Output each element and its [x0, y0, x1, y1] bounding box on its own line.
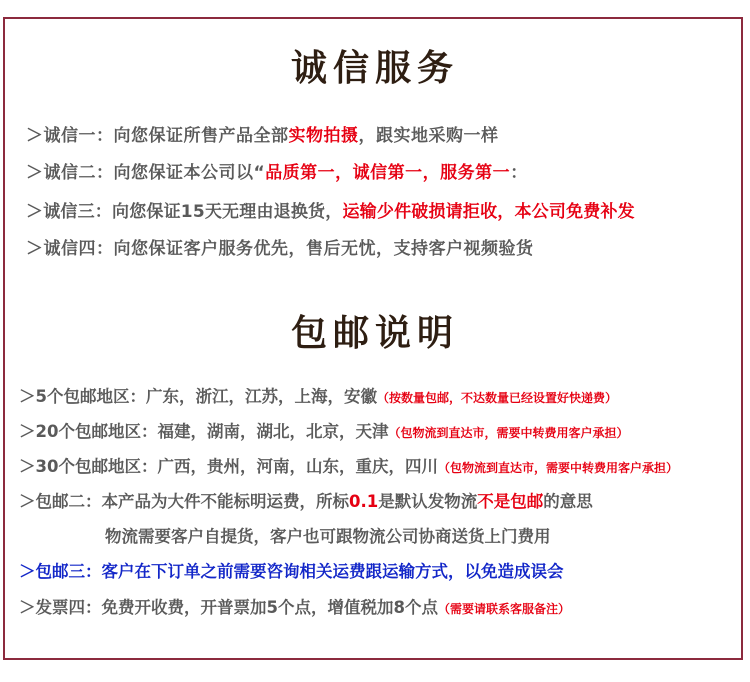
item-note: （需要请联系客服备注）	[437, 602, 570, 616]
item-highlight: 0.1	[349, 492, 379, 511]
item-text: ＞5个包邮地区：广东，浙江，江苏，上海，安徽	[19, 387, 377, 406]
shipping-item-4-continued	[105, 523, 551, 547]
item-note: （包物流到直达市，需要中转费用客户承担）	[388, 426, 629, 440]
item-text: ＞发票四：免费开收费，开普票加5个点，增值税加8个点	[19, 598, 438, 617]
item-text: ，跟实地采购一样	[358, 126, 499, 146]
item-note: （包物流到直达市，需要中转费用客户承担）	[437, 461, 678, 475]
integrity-item-1	[26, 121, 499, 146]
integrity-item-4	[26, 234, 534, 259]
item-highlight: 品质第一，诚信第一，服务第一	[265, 163, 511, 183]
item-text: ＞包邮二：本产品为大件不能标明运费，所标	[19, 492, 349, 511]
item-highlight: 不是包邮	[477, 492, 544, 511]
item-highlight: 运输少件破损请拒收，本公司免费补发	[342, 202, 635, 222]
item-text: ＞诚信一：向您保证所售产品全部	[26, 126, 289, 146]
free-shipping-title: 包邮说明	[290, 313, 459, 354]
item-highlight: 实物拍摄	[288, 126, 359, 146]
shipping-item-1	[19, 383, 617, 407]
item-text: 的意思	[543, 492, 593, 511]
shipping-item-5	[19, 558, 564, 582]
shipping-item-2	[19, 418, 628, 442]
item-note: （按数量包邮，不达数量已经设置好快递费）	[376, 391, 617, 405]
invoice-item	[19, 594, 570, 618]
shipping-item-4	[19, 488, 593, 512]
integrity-service-title: 诚信服务	[290, 48, 459, 89]
integrity-item-3	[26, 197, 635, 222]
item-text: ＞诚信三：向您保证15天无理由退换货，	[26, 202, 343, 222]
item-text: ＞20个包邮地区：福建，湖南，湖北，北京，天津	[19, 422, 389, 441]
item-text: ＞诚信四：向您保证客户服务优先，售后无忧，支持客户视频验货	[26, 239, 534, 259]
item-text: 物流需要客户自提货，客户也可跟物流公司协商送货上门费用	[105, 527, 551, 546]
integrity-item-2	[26, 158, 528, 183]
item-text: ：	[510, 163, 528, 183]
shipping-item-3	[19, 453, 678, 477]
item-text: ＞包邮三：客户在下订单之前需要咨询相关运费跟运输方式，以免造成误会	[19, 562, 564, 581]
item-text: 是默认发物流	[378, 492, 478, 511]
item-text: ＞30个包邮地区：广西，贵州，河南，山东，重庆，四川	[19, 457, 438, 476]
item-text: ＞诚信二：向您保证本公司以“	[26, 163, 266, 183]
